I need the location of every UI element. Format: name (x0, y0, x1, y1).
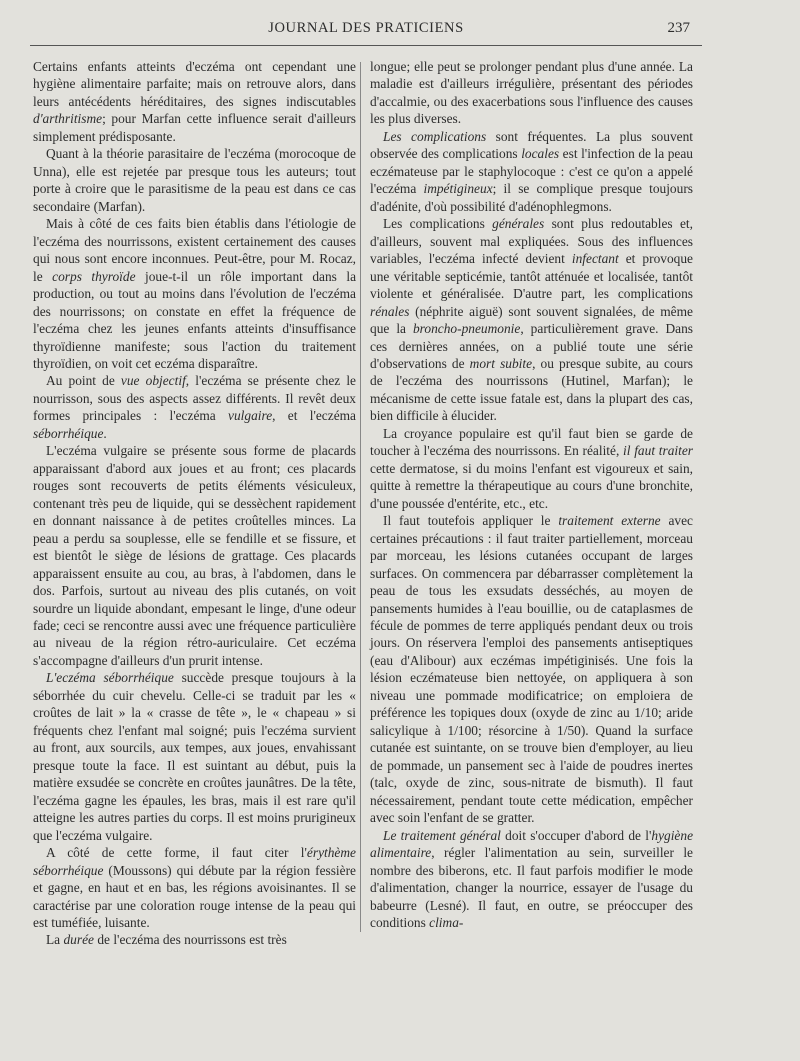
text-run: A côté de cette forme, il faut citer l' (46, 845, 307, 861)
text-run: est l'infection de la peau eczémateuse par le staphylocoque : c'est ce qu'on a appelé l'eczéma (370, 146, 694, 197)
text-run: Il faut toutefois appliquer le (383, 513, 559, 529)
italic-text: rénales (370, 303, 410, 319)
italic-text: d'arthritisme (33, 111, 103, 127)
italic-text: traitement externe (558, 513, 661, 529)
italic-text: broncho-pneumonie (412, 321, 521, 337)
italic-text: vue objectif (120, 373, 186, 389)
italic-text: locales (521, 146, 560, 162)
text-run: de l'eczéma des nourrissons est très (93, 932, 287, 948)
text-run: ; pour Marfan cette influence serait d'ailleurs simplement prédisposante. (33, 111, 356, 144)
italic-text: impétigineux (423, 181, 493, 197)
italic-text: hygiène alimentaire (370, 827, 694, 861)
paragraph (33, 215, 356, 372)
italic-text: infectant (571, 251, 619, 267)
italic-text: L'eczéma séborrhéique (46, 670, 174, 686)
text-run: L'eczéma vulgaire se présente sous forme de placards apparaissant d'abord aux joues et au front; ces placards rouges sont recouverts de petits éléments vésiculeux, contenant très peu de liquide, qui se dessèchent rapidement en donnant naissance à de petites croûtelles minces. La peau a perdu sa souplesse, elle se fendille et se fissure, et est bientôt le siège de lésions de grattage. Ces placards apparaissent ensuite au cou, au bras, à l'abdomen, dans le dos. Parfois, surtout au niveau des plis cutanés, on voit sourdre un liquide abondant, empesant le linge, d'une odeur fade; ceci se rencontre aussi avec une fréquence particulière au niveau de la région rétro-auriculaire. Cet eczéma s'accompagne d'ailleurs d'un prurit intense. (33, 443, 356, 668)
text-run: , l'eczéma se présente chez le nourrisson, sous des aspects assez différents. Il revêt deux formes principales : l'eczéma (33, 373, 357, 424)
text-run: . (103, 425, 107, 441)
paragraph (370, 827, 693, 932)
text-run: (Moussons) qui débute par la région fessière et gagne, en haut et en bas, les régions avoisinantes. Il se caractérise par une coloration rouge intense de la peau qui est tuméfiée, luisante. (33, 862, 356, 930)
paragraph (33, 442, 356, 669)
text-run: sont plus redoutables et, d'ailleurs, souvent mal expliquées. Sous des influences variables, l'eczéma infecté devient (370, 216, 693, 267)
italic-text: Le traitement général (383, 827, 501, 843)
paragraph (33, 669, 356, 844)
paragraph (33, 931, 356, 948)
paragraph (370, 425, 693, 512)
paragraph (370, 215, 693, 425)
paragraph (33, 145, 356, 215)
paragraph (33, 844, 356, 931)
italic-text: durée (63, 932, 94, 948)
italic-text: Les complications (383, 128, 487, 144)
paragraph (370, 128, 693, 215)
italic-text: clima- (429, 914, 464, 930)
text-run: sont fréquentes. La plus souvent observée des complications (370, 128, 693, 162)
text-run: joue-t-il un rôle important dans la production, ou tout au moins dans l'évolution de l'eczéma des nourrissons; on constate en effet la fréquence de l'eczéma chez les jeunes enfants atteints d'insuffisance thyroïdienne manifeste; sous l'action du traitement thyroïdien, on voit cet eczéma disparaître. (33, 268, 357, 371)
paragraph (370, 58, 693, 128)
text-run: Quant à la théorie parasitaire de l'eczéma (morocoque de Unna), elle est rejetée par presque tous les auteurs; tout porte à croire que le parasitisme de la peau est dans ce cas secondaire (Marfan). (33, 146, 356, 214)
column-divider (360, 62, 361, 932)
italic-text: érythème séborrhéique (33, 845, 356, 878)
italic-text: corps thyroïde (52, 268, 136, 284)
text-run: , particulièrement grave. Dans ces dernières années, on a publié toute une série d'observations de (370, 321, 693, 371)
text-run: , ou presque subite, au cours de l'eczéma des nourrissons (Hutinel, Marfan); le mécanisme de cette issue fatale est, dans la plupart des cas, bien difficile à élucider. (370, 355, 693, 424)
text-run: La (46, 932, 64, 948)
left-column (33, 58, 356, 949)
header-rule (30, 45, 702, 46)
text-run: ; il se complique presque toujours d'adénite, d'où possibilité d'adénophlegmons. (370, 181, 693, 214)
italic-text: générales (492, 216, 545, 232)
page-header (30, 20, 702, 44)
text-run: Certains enfants atteints d'eczéma ont cependant une hygiène alimentaire parfaite; mais on retrouve alors, dans leurs antécédents héréditaires, des signes indiscutables (33, 59, 356, 109)
italic-text: séborrhéique (33, 425, 104, 441)
text-run: , et l'eczéma (272, 408, 356, 424)
paragraph (33, 372, 356, 442)
text-run: Mais à côté de ces faits bien établis dans l'étiologie de l'eczéma des nourrissons, existent certainement des causes qui nous sont encore inconnues. Peut-être, pour M. Rocaz, le (33, 216, 356, 284)
text-run: et provoque une véritable septicémie, tantôt atténuée et localisée, tantôt violente et généralisée. D'autre part, les complications (370, 251, 693, 302)
right-column (370, 58, 693, 931)
italic-text: vulgaire (228, 408, 273, 424)
text-run: longue; elle peut se prolonger pendant plus d'une année. La maladie est d'ailleurs irrégulière, présentant des périodes d'accalmie, ou des exacerbations sous l'influence des causes les plus diverses. (370, 59, 693, 127)
text-run: avec certaines précautions : il faut traiter partiellement, morceau par morceau, les lésions cutanées occupant de larges surfaces. On commencera par débarrasser complètement la peau de tous les exsudats desséchés, au moyen de pansements humides à l'eau bouillie, ou de cataplasmes de fécule de pommes de terre appliqués pendant deux ou trois jours. On réservera l'emploi des pansements antiseptiques (eau d'Alibour) aux eczémas impétiginisés. Une fois la lésion eczémateuse bien nettoyée, on appliquera à son niveau une pommade modificatrice; on emploiera de préférence les topiques doux (oxyde de zinc au 1/10; aride salicylique à 1/100; résorcine à 1/50). Quand la surface cutanée est suintante, on se trouve bien d'employer, au lieu de pommade, un pansement sec à l'aide de poudres inertes (talc, oxyde de zinc, sous-nitrate de bismuth). Il faut nécessairement, pendant toute cette médication, empêcher avec soin l'enfant de se gratter. (370, 513, 693, 826)
text-run: La croyance populaire est qu'il faut bien se garde de toucher à l'eczéma des nourrissons. En réalité, (370, 425, 693, 459)
paragraph (33, 58, 356, 145)
text-run: doit s'occuper d'abord de l' (500, 827, 652, 843)
text-run: (néphrite aiguë) sont souvent signalées, de même que la (370, 303, 693, 337)
text-run: Au point de (46, 373, 121, 389)
page-number: 237 (667, 20, 690, 36)
italic-text: il faut traiter (623, 443, 693, 459)
text-run: succède presque toujours à la séborrhée du cuir chevelu. Celle-ci se traduit par les « croûtes de lait » la « crasse de tête », le « chapeau » si fréquents chez l'enfant mal soigné; puis l'eczéma survient au front, aux sourcils, aux tempes, aux joues, envahissant presque toute la face. Il est suintant au début, puis la matière exsudée se concrète en croûtes jaunâtres. De la tête, l'eczéma gagne les épaules, les bras, mais il est rare qu'il atteigne les autres parties du corps. Il est moins prurigineux que l'eczéma vulgaire. (33, 670, 356, 843)
text-run: cette dermatose, si du moins l'enfant est vigoureux et sain, quitte à remettre la thérapeutique au cours d'une bronchite, d'une poussée d'entérite, etc., etc. (370, 460, 693, 511)
text-run: , régler l'alimentation au sein, surveiller le nombre des biberons, etc. Il faut parfois modifier le mode d'alimentation, changer la nourrice, essayer de l'usage du babeurre (Lesné). Il faut, en outre, se préoccuper des conditions (370, 845, 693, 930)
paragraph (370, 512, 693, 826)
running-title: JOURNAL DES PRATICIENS (268, 20, 464, 36)
text-run: Les complications (383, 216, 493, 232)
italic-text: mort subite (469, 355, 533, 371)
